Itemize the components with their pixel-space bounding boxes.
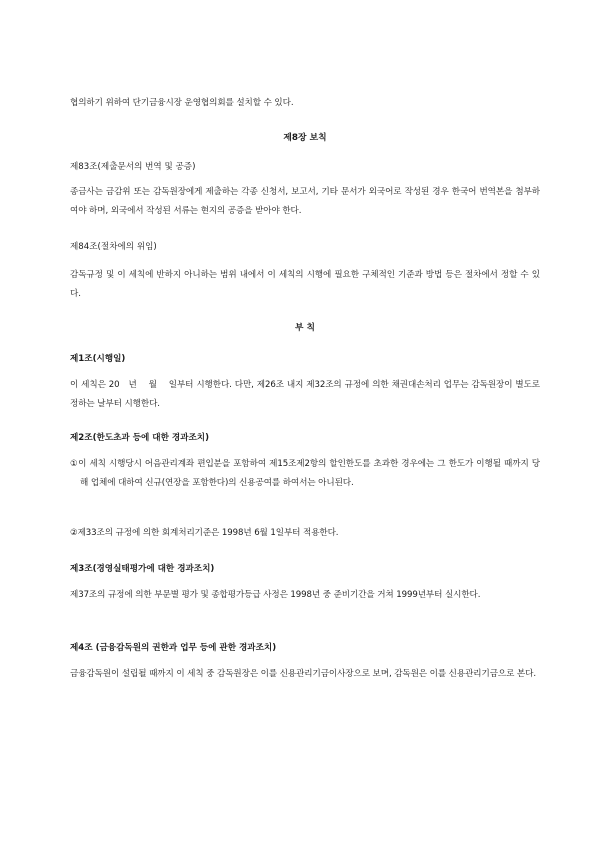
document-page xyxy=(70,0,543,842)
supplementary-article-4-title: 제4조 (금융감독원의 권한과 업무 등에 관한 경과조치) xyxy=(70,643,277,653)
article-84-title: 제84조(절차에의 위임) xyxy=(70,242,157,252)
supplementary-article-2-item-2: ②제33조의 규정에 의한 회계처리기준은 1998년 6월 1일부터 적용한다. xyxy=(70,528,339,538)
supplementary-article-3-title: 제3조(경영실태평가에 대한 경과조치) xyxy=(70,564,215,574)
article-84-body: 감독규정 및 이 세칙에 반하지 아니하는 범위 내에서 이 세칙의 시행에 필요한 구체적인 기준과 방법 등은 절차에서 정할 수 있다. xyxy=(70,270,540,299)
supplementary-article-4-body: 금융감독원이 설립될 때까지 이 세칙 중 감독원장은 이를 신용관리기금이사장으로 보며, 감독원은 이를 신용관리기금으로 본다. xyxy=(70,669,536,679)
chapter-8-heading: 제8장 보칙 xyxy=(283,133,327,143)
supplementary-article-2-item-1: ①이 세칙 시행당시 어음관리계좌 편입분을 포함하여 제15조제2항의 할인한도를 초과한 경우에는 그 한도가 이행될 때까지 당해 업체에 대하여 신규(연장을 포함한다)의 신용공여를 하여서는 아니된다. xyxy=(70,459,540,488)
supplementary-article-3-body: 제37조의 규정에 의한 부문별 평가 및 종합평가등급 사정은 1998년 중 준비기간을 거쳐 1999년부터 실시한다. xyxy=(70,590,481,600)
supplementary-article-2-title: 제2조(한도초과 등에 대한 경과조치) xyxy=(70,433,210,443)
article-83-title: 제83조(제출문서의 번역 및 공증) xyxy=(70,162,196,172)
supplementary-article-1-title: 제1조(시행일) xyxy=(70,354,126,364)
article-83-body: 종금사는 금감위 또는 감독원장에게 제출하는 각종 신청서, 보고서, 기타 문서가 외국어로 작성된 경우 한국어 번역본을 첨부하여야 하며, 외국에서 작성된 서류는 현지의 공증을 받아야 한다. xyxy=(70,187,540,216)
supplementary-article-1-body: 이 세칙은 20 년 월 일부터 시행한다. 다만, 제26조 내지 제32조의 규정에 의한 채권대손처리 업무는 감독원장이 별도로 정하는 날부터 시행한다. xyxy=(70,380,543,409)
intro-paragraph: 협의하기 위하여 단기금융시장 운영협의회를 설치할 수 있다. xyxy=(70,98,294,108)
supplementary-provisions-heading: 부 칙 xyxy=(294,323,316,333)
